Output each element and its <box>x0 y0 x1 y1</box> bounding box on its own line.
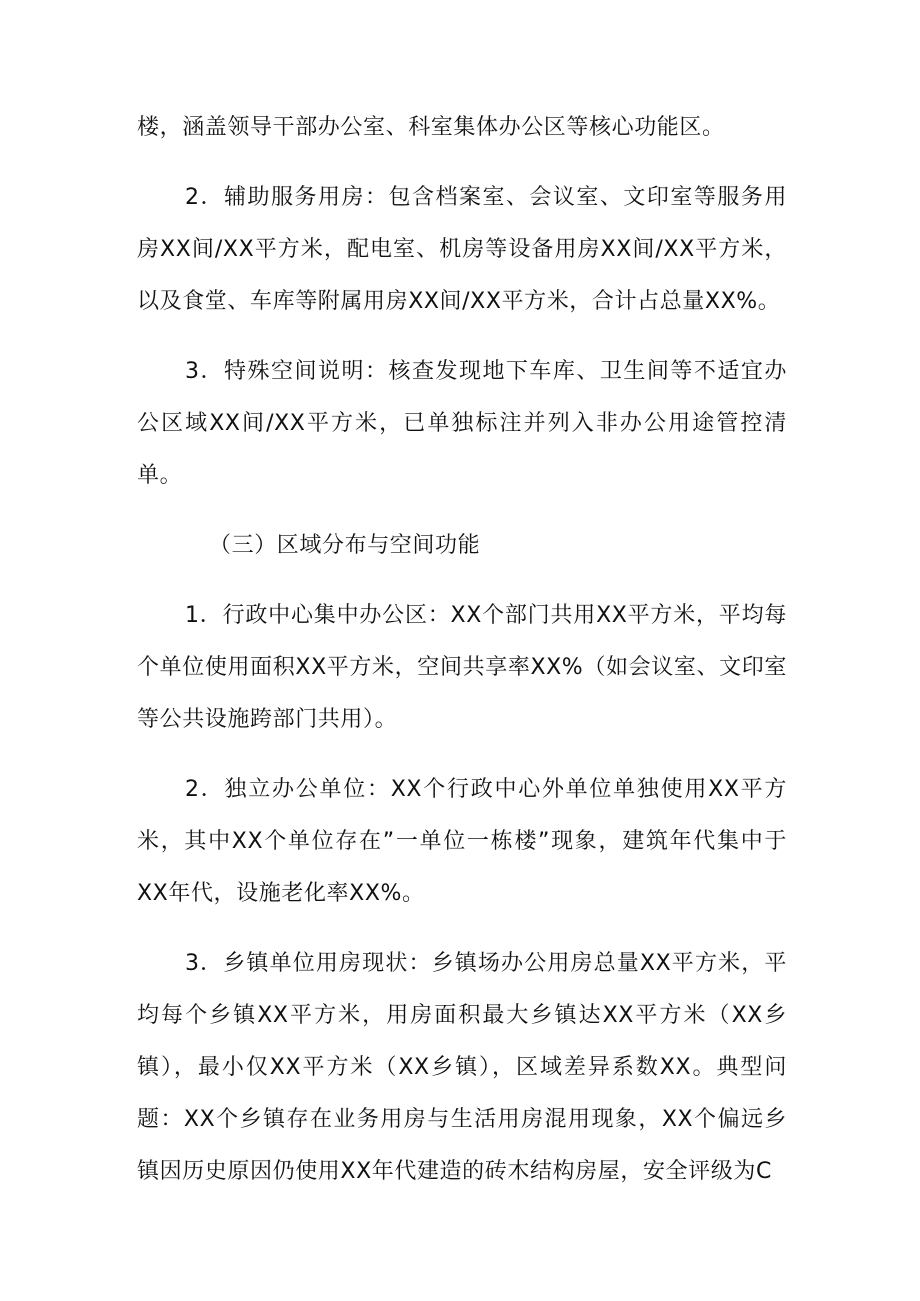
paragraph-independent-units: 2．独立办公单位：XX个行政中心外单位单独使用XX平方米，其中XX个单位存在”一单位一栋楼”现象，建筑年代集中于XX年代，设施老化率XX%。 <box>137 777 787 906</box>
paragraph-township-units: 3．乡镇单位用房现状：乡镇场办公用房总量XX平方米，平均每个乡镇XX平方米，用房面积最大乡镇达XX平方米（XX乡镇），最小仅XX平方米（XX乡镇），区域差异系数XX。典型问题：XX个乡镇存在业务用房与生活用房混用现象，XX个偏远乡镇因历史原因仍使用XX年代建造的砖木结构房屋，安全评级为C <box>137 951 787 1184</box>
paragraph-auxiliary-rooms: 2．辅助服务用房：包含档案室、会议室、文印室等服务用房XX间/XX平方米，配电室、机房等设备用房XX间/XX平方米，以及食堂、车库等附属用房XX间/XX平方米，合计占总量XX%。 <box>137 185 787 314</box>
paragraph-continuation: 楼，涵盖领导干部办公室、科室集体办公区等核心功能区。 <box>137 115 725 140</box>
paragraph-admin-center: 1．行政中心集中办公区：XX个部门共用XX平方米，平均每个单位使用面积XX平方米，空间共享率XX%（如会议室、文印室等公共设施跨部门共用）。 <box>137 603 787 732</box>
section-heading: （三）区域分布与空间功能 <box>209 533 481 558</box>
paragraph-gap <box>137 572 787 590</box>
paragraph-gap <box>137 746 787 764</box>
document-body <box>137 102 787 1198</box>
paragraph-gap <box>137 502 787 520</box>
paragraph-gap <box>137 328 787 346</box>
paragraph-gap <box>137 920 787 938</box>
paragraph-special-space: 3．特殊空间说明：核查发现地下车库、卫生间等不适宜办公区域XX间/XX平方米，已单独标注并列入非办公用途管控清单。 <box>137 359 787 488</box>
paragraph-gap <box>137 154 787 172</box>
